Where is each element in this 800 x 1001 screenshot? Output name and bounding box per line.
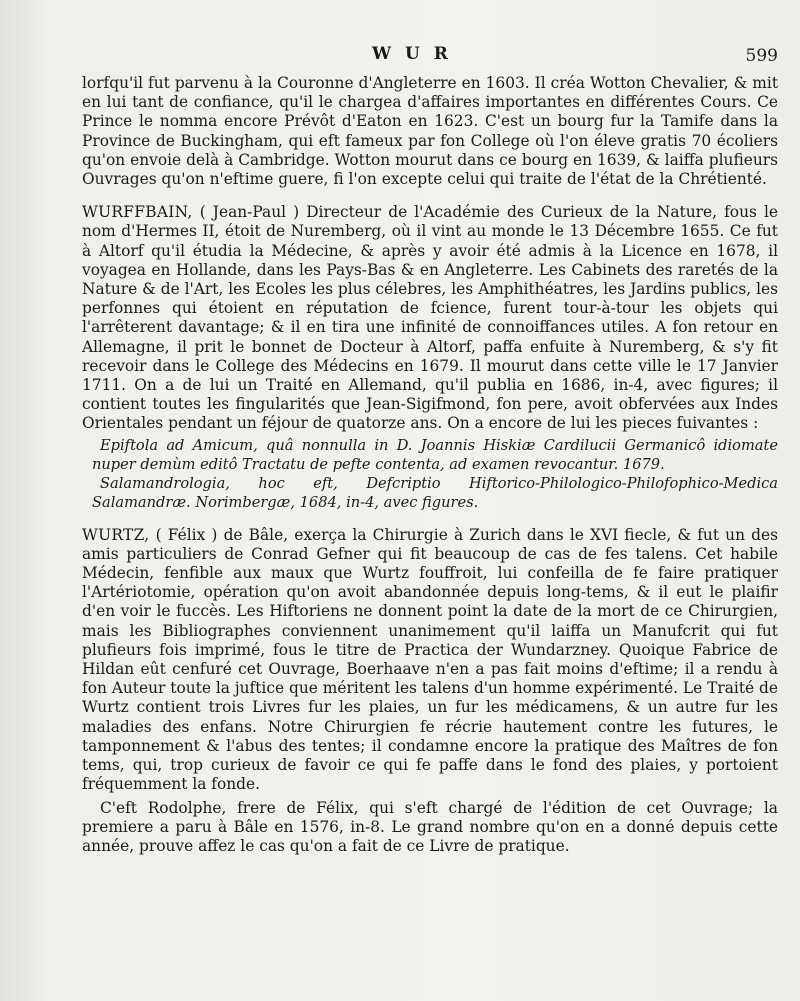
running-header [0, 44, 800, 68]
paragraph-wotton-continued: lorfqu'il fut parvenu à la Couronne d'Angleterre en 1603. Il créa Wotton Chevalier, & mit en lui tant de confiance, qu'il le chargea d'affaires importantes en différentes Cours. Ce Prince le nomma encore Prévôt d'Eaton en 1623. C'est un bourg fur la Tamife dans la Province de Buckingham, qui eft fameux par fon College où l'on éleve gratis 70 écoliers qu'on envoie delà à Cambridge. Wotton mourut dans ce bourg en 1639, & laiffa plufieurs Ouvrages qu'on n'eftime guere, fi l'on excepte celui qui traite de l'état de la Chrétienté. [82, 74, 778, 189]
citation-epistola [82, 436, 778, 474]
entry-wurffbain-text: ( Jean-Paul ) Directeur de l'Académie des Curieux de la Nature, fous le nom d'Hermes II, étoit de Nuremberg, où il vint au monde le 13 Décembre 1655. Ce fut à Altorf qu'il étudia la Médecine, & après y avoir été admis à la Licence en 1678, il voyagea en Hollande, dans les Pays-Bas & en Angleterre. Les Cabinets des raretés de la Nature & de l'Art, les Ecoles les plus célebres, les Amphithéatres, les Jardins publics, les perfonnes qui étoient en réputation de fcience, furent tour-à-tour les objets qui l'arrêterent davantage; & il en tira une infinité de connoiffances utiles. A fon retour en Allemagne, il prit le bonnet de Docteur à Altorf, paffa enfuite à Nuremberg, & s'y fit recevoir dans le College des Médecins en 1679. Il mourut dans cette ville le 17 Janvier 1711. On a de lui un Traité en Allemand, qu'il publia en 1686, in-4, avec figures; il contient toutes les fingularités que Jean-Sigifmond, fon pere, avoit obfervées aux Indes Orientales pendant un féjour de quatorze ans. On a encore de lui les pieces fuivantes : [82, 203, 778, 433]
header-title: W U R [372, 44, 452, 64]
entry-wurffbain [82, 203, 778, 433]
headword-wurtz: WURTZ, [82, 525, 150, 544]
entry-wurtz-text: ( Félix ) de Bâle, exerça la Chirurgie à Zurich dans le XVI fiecle, & fut un des amis particuliers de Conrad Gefner qui fit beaucoup de cas de fes talens. Cet habile Médecin, fenfible aux maux que Wurtz fouffroit, lui confeilla de fe faire pratiquer l'Artériotomie, opération qu'on avoit abandonnée depuis long-tems, & il eut le plaifir d'en voir le fuccès. Les Hiftoriens ne donnent point la date de la mort de ce Chirurgien, mais les Bibliographes conviennent unanimement qu'il laiffa un Manufcrit qui fut plufieurs fois imprimé, fous le titre de Practica der Wundarzney. Quoique Fabrice de Hildan eût cenfuré cet Ouvrage, Boerhaave n'en a pas fait moins d'eftime; il a rendu à fon Auteur toute la juftice que méritent les talens d'un homme expérimenté. Le Traité de Wurtz contient trois Livres fur les plaies, un fur les médicamens, & un autre fur les maladies des enfans. Notre Chirurgien fe récrie hautement contre les futures, le tamponnement & l'abus des tentes; il condamne encore la pratique des Maîtres de fon tems, qui, trop curieux de favoir ce qui fe paffe dans le fond des plaies, y portoient fréquemment la fonde. [82, 525, 778, 794]
page-number: 599 [745, 46, 778, 66]
citation-salamandrologia [82, 474, 778, 512]
page-body [82, 74, 778, 856]
paragraph-rodolphe: C'eft Rodolphe, frere de Félix, qui s'eft chargé de l'édition de cet Ouvrage; la premiere a paru à Bâle en 1576, in-8. Le grand nombre qu'on en a donné depuis cette année, prouve affez le cas qu'on a fait de ce Livre de pratique. [82, 798, 778, 855]
citation-salamandrologia-text: Salamandrologia, hoc eft, Defcriptio Hiftorico-Philologico-Philofophico-Medica Salamandræ. Norimbergæ, 1684, in-4, avec figures. [92, 474, 778, 511]
entry-wurtz [82, 526, 778, 795]
headword-wurffbain: WURFFBAIN, [82, 203, 193, 222]
citation-epistola-text: Epiftola ad Amicum, quâ nonnulla in D. Joannis Hiskiæ Cardilucii Germanicô idiomate nuper demùm editô Tractatu de pefte contenta, ad examen revocantur. 1679. [92, 436, 778, 473]
